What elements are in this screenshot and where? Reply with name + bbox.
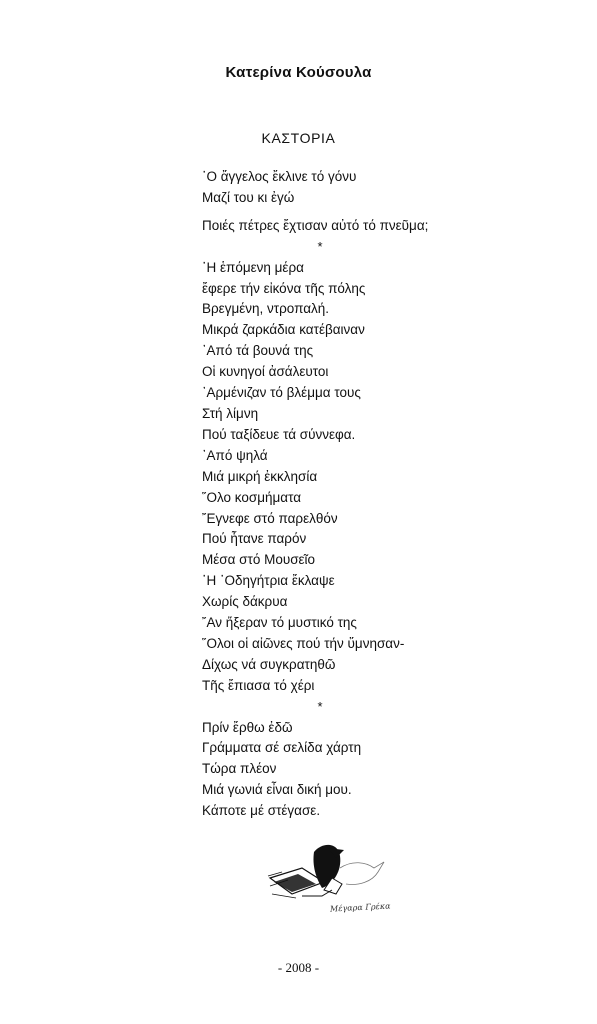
poem-line: Στή λίμνη <box>202 405 259 421</box>
poem-line: Οἱ κυνηγοί ἀσάλευτοι <box>202 364 329 380</box>
poem-line: Πρίν ἔρθω ἐδῶ <box>202 719 293 735</box>
poem-line: Τῆς ἔπιασα τό χέρι <box>202 677 315 693</box>
poem-title: ΚΑΣΤΟΡΙΑ <box>261 130 336 146</box>
poem-line: ῾Η ῾Οδηγήτρια ἔκλαψε <box>202 573 335 589</box>
stanza-separator: * <box>317 698 323 714</box>
poem-line: Πού ταξίδευε τά σύννεφα. <box>202 426 356 442</box>
poem-line: Μέσα στό Μουσεῖο <box>202 552 316 568</box>
poem-line: ῞Ολοι οἱ αἰῶνες πού τήν ὕμνησαν- <box>202 635 405 651</box>
poem-line: Πού ἦτανε παρόν <box>202 531 307 547</box>
poem-line: Μικρά ζαρκάδια κατέβαιναν <box>202 322 365 338</box>
poem-line: Δίχως νά συγκρατηθῶ <box>202 656 336 672</box>
page-footer-year: - 2008 - <box>277 960 320 975</box>
poem-body <box>202 167 532 822</box>
illustration-signature: Μέγαρα Γρέκα <box>329 901 391 914</box>
poem-line: Ποιές πέτρες ἔχτισαν αὐτό τό πνεῦμα; <box>202 217 429 233</box>
author-name: Κατερίνα Κούσουλα <box>225 64 372 81</box>
poem-line: Γράμματα σέ σελίδα χάρτη <box>202 740 362 756</box>
stanza-separator: * <box>317 238 323 254</box>
poem-line: ῾Η ἑπόμενη μέρα <box>202 259 304 275</box>
poem-line: ᾿Αρμένιζαν τό βλέμμα τους <box>202 385 361 401</box>
poem-line: ἔφερε τήν εἰκόνα τῆς πόλης <box>202 280 366 296</box>
poem-line: Μιά γωνιά εἶναι δική μου. <box>202 782 352 798</box>
poem-line: ῎Αν ἤξεραν τό μυστικό της <box>202 615 357 631</box>
poem-line: Μιά μικρή ἐκκλησία <box>202 468 318 484</box>
poem-line: ῎Εγνεφε στό παρελθόν <box>202 510 338 526</box>
poem-line: ᾿Από τά βουνά της <box>202 343 314 359</box>
poem-line: Κάποτε μέ στέγασε. <box>202 803 321 819</box>
poem-line: ῾Ο ἄγγελος ἔκλινε τό γόνυ <box>202 169 357 184</box>
poem-line: Χωρίς δάκρυα <box>202 594 288 610</box>
poem-line: ῞Ολο κοσμήματα <box>202 489 302 505</box>
poem-line: Τώρα πλέον <box>202 761 277 777</box>
poem-line: Βρεγμένη, ντροπαλή. <box>202 301 330 317</box>
poem-line: Μαζί του κι ἐγώ <box>202 189 295 205</box>
poem-line: ᾿Από ψηλά <box>202 447 268 463</box>
